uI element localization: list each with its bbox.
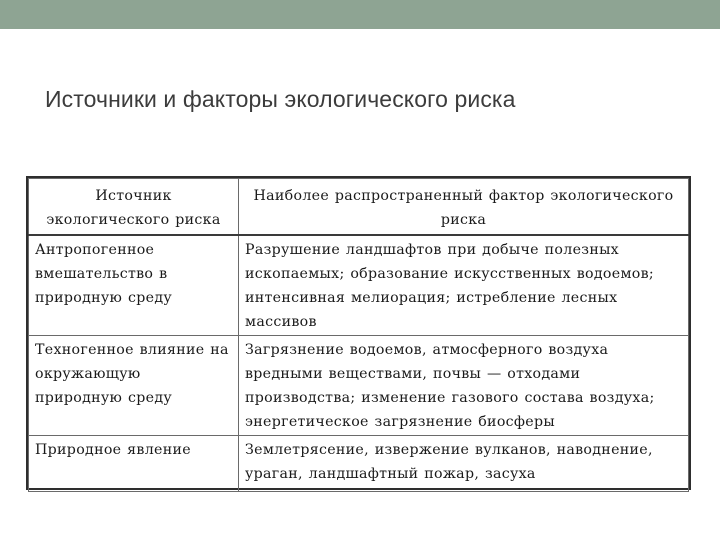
row-source-cell: Природное явление xyxy=(29,435,239,491)
table-row xyxy=(29,435,689,491)
header-source: Источник экологического риска xyxy=(29,179,239,235)
table-row xyxy=(29,335,689,435)
table-row xyxy=(29,235,689,336)
row-factor-cell: Землетрясение, извержение вулканов, наводнение, ураган, ландшафтный пожар, засуха xyxy=(239,435,689,491)
slide-title: Источники и факторы экологического риска xyxy=(45,86,516,112)
table-header-row xyxy=(29,179,689,235)
row-source-cell: Техногенное влияние на окружающую природную среду xyxy=(29,335,239,435)
row-source-cell: Антропогенное вмешательство в природную среду xyxy=(29,235,239,336)
row-factor-cell: Загрязнение водоемов, атмосферного воздуха вредными веществами, почвы — отходами производства; изменение газового состава воздуха; энергетическое загрязнение биосферы xyxy=(239,335,689,435)
risk-table-grid xyxy=(28,178,689,492)
header-factor: Наиболее распространенный фактор экологического риска xyxy=(239,179,689,235)
risk-table xyxy=(26,176,691,490)
top-accent-band xyxy=(0,0,720,29)
row-factor-cell: Разрушение ландшафтов при добыче полезных ископаемых; образование искусственных водоемов; интенсивная мелиорация; истребление лесных массивов xyxy=(239,235,689,336)
